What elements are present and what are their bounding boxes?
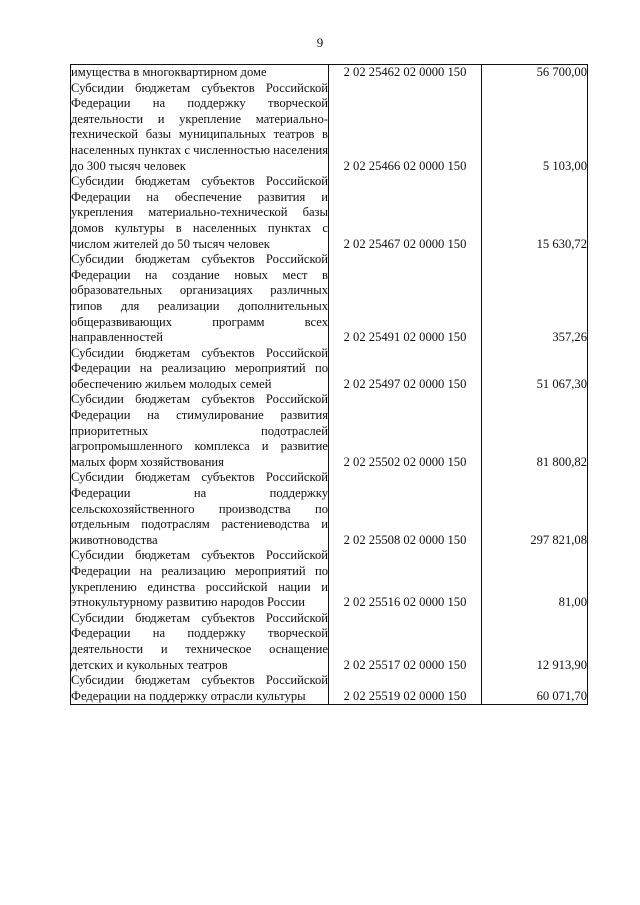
row-budget-code: 2 02 25516 02 0000 150 bbox=[329, 548, 482, 610]
row-description: Субсидии бюджетам субъектов Российской Федерации на поддержку творческой деятельности и укрепление материально-технической базы муниципальных театров в населенных пунктах с численностью населения до 300 тысяч человек bbox=[71, 80, 328, 173]
row-amount: 81,00 bbox=[482, 548, 588, 610]
row-description: Субсидии бюджетам субъектов Российской Федерации на создание новых мест в образовательных организациях различных типов для реализации дополнительных общеразвивающих программ всех направленностей bbox=[71, 252, 328, 345]
row-amount: 81 800,82 bbox=[482, 392, 588, 470]
row-description: имущества в многоквартирном доме bbox=[71, 65, 329, 81]
row-budget-code: 2 02 25497 02 0000 150 bbox=[329, 346, 482, 393]
row-amount: 56 700,00 bbox=[482, 65, 588, 81]
row-description: Субсидии бюджетам субъектов Российской Федерации на поддержку отрасли культуры bbox=[71, 673, 329, 705]
table-row bbox=[71, 470, 588, 548]
table-row bbox=[71, 346, 588, 393]
table-row bbox=[71, 252, 588, 346]
table-row bbox=[71, 392, 588, 470]
row-amount: 12 913,90 bbox=[482, 611, 588, 673]
row-amount: 357,26 bbox=[482, 252, 588, 346]
table-row bbox=[71, 174, 588, 252]
table-row bbox=[71, 673, 588, 705]
row-amount: 5 103,00 bbox=[482, 81, 588, 175]
row-description: Субсидии бюджетам субъектов Российской Федерации на обеспечение развития и укрепления материально-технической базы домов культуры в населенных пунктах с числом жителей до 50 тысяч человек bbox=[71, 174, 328, 251]
row-budget-code: 2 02 25462 02 0000 150 bbox=[329, 65, 482, 81]
row-amount: 60 071,70 bbox=[482, 673, 588, 705]
row-budget-code: 2 02 25491 02 0000 150 bbox=[329, 252, 482, 346]
row-description: Субсидии бюджетам субъектов Российской Федерации на реализацию мероприятий по укреплению единства российской нации и этнокультурному развитию народов России bbox=[71, 548, 328, 610]
table-row bbox=[71, 548, 588, 610]
row-budget-code: 2 02 25517 02 0000 150 bbox=[329, 611, 482, 673]
row-amount: 297 821,08 bbox=[482, 470, 588, 548]
table-row bbox=[71, 611, 588, 673]
budget-revenue-table bbox=[70, 64, 588, 705]
table-row bbox=[71, 65, 588, 81]
row-budget-code: 2 02 25519 02 0000 150 bbox=[329, 673, 482, 705]
row-description: Субсидии бюджетам субъектов Российской Федерации на поддержку сельскохозяйственного производства по отдельным подотраслям растениеводства и животноводства bbox=[71, 470, 328, 547]
row-amount: 51 067,30 bbox=[482, 346, 588, 393]
page-number: 9 bbox=[316, 35, 324, 50]
row-budget-code: 2 02 25502 02 0000 150 bbox=[329, 392, 482, 470]
table-row bbox=[71, 81, 588, 175]
row-budget-code: 2 02 25467 02 0000 150 bbox=[329, 174, 482, 252]
row-budget-code: 2 02 25508 02 0000 150 bbox=[329, 470, 482, 548]
row-description: Субсидии бюджетам субъектов Российской Федерации на реализацию мероприятий по обеспечению жильем молодых семей bbox=[71, 345, 328, 391]
row-amount: 15 630,72 bbox=[482, 174, 588, 252]
row-budget-code: 2 02 25466 02 0000 150 bbox=[329, 81, 482, 175]
row-description: Субсидии бюджетам субъектов Российской Федерации на стимулирование развития приоритетных подотраслей агропромышленного комплекса и развитие малых форм хозяйствования bbox=[71, 392, 328, 469]
row-description: Субсидии бюджетам субъектов Российской Федерации на поддержку творческой деятельности и техническое оснащение детских и кукольных театров bbox=[71, 610, 328, 672]
